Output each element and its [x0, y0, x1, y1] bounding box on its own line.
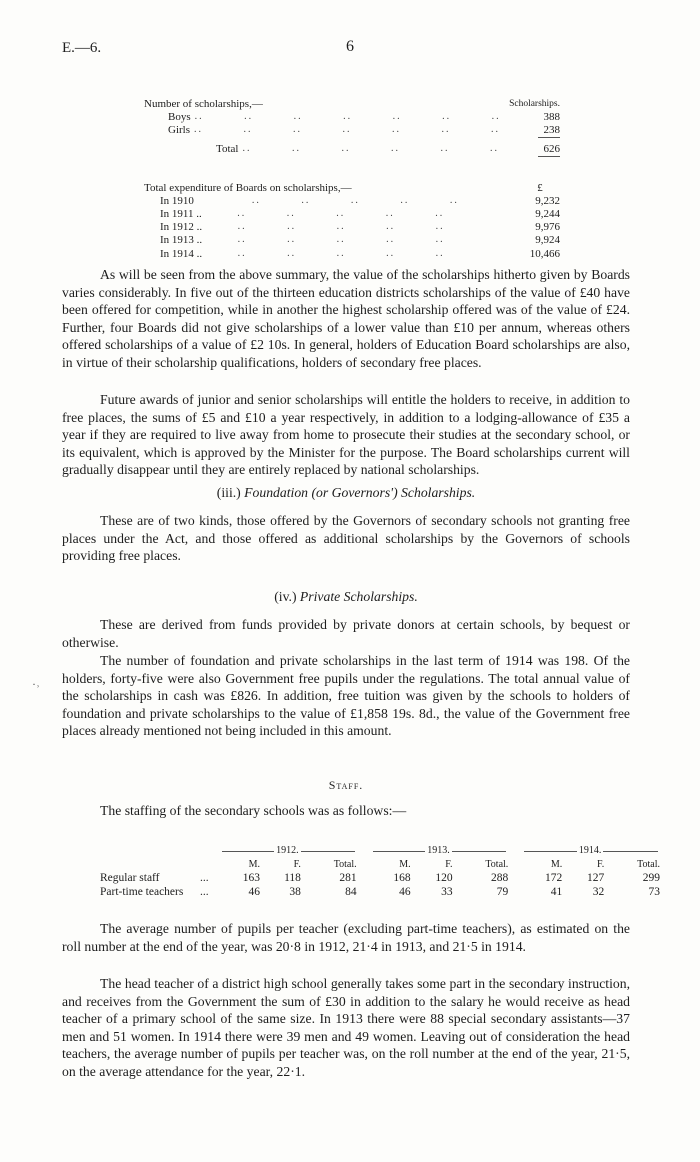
staff-table	[100, 843, 660, 899]
table-label: Number of scholarships,—	[144, 97, 263, 110]
paragraph-pupils-per-teacher: The average number of pupils per teacher (excluding part-time teachers), as estimated on the roll number at the end of the year, was 20·8 in 1912, 21·4 in 1913, and 21·5 in 1914.	[62, 921, 630, 954]
expenditure-table: Total expenditure of Boards on scholarships,— £ In 1910 .. .. .. .. .. 9,232 In 1911 .. .. .. .. .. .. 9,244 In 1912 .. .. .. .. .. .. 9,976 In 1913 .. .. .. .. .. .. 9,924 In 1914 .. .. .. .. .. .. 10,466	[144, 181, 560, 260]
row-value: 9,976	[535, 221, 560, 234]
column-header: M.	[248, 858, 260, 870]
table-row: Regular staff ... 163 118 281 168 120 288 172 127 299	[100, 872, 660, 884]
row-value: 388	[543, 110, 560, 123]
page-number: 6	[346, 38, 354, 55]
paragraph-foundation-private-count: The number of foundation and private scholarships in the last term of 1914 was 198. Of the holders, forty-five were also Government free pupils under the regulations. The total annual value of the scholarships in cash was £826. In addition, free tuition was given by the schools to holders of foundation and private scholarships to the value of £1,858 19s. 8d., the value of the Government free places already mentioned not being included in this amount.	[62, 653, 630, 739]
row-label: Girls	[168, 123, 190, 136]
row-label: In 1910	[160, 194, 194, 207]
row-value: 9,244	[535, 207, 560, 220]
paragraph-foundation: These are of two kinds, those offered by the Governors of secondary schools not granting free places under the Act, and those offered as additional scholarships by the Governors of schools providing free places.	[62, 513, 630, 564]
column-header: Total.	[333, 858, 357, 870]
total-value: 626	[543, 143, 560, 156]
row-label: In 1912 ..	[160, 221, 203, 234]
row-value: 238	[543, 123, 560, 136]
row-label: Part-time teachers	[100, 886, 184, 898]
row-label: In 1911 ..	[160, 207, 202, 220]
scholarship-count-table: Number of scholarships,— Scholarships. Boys .. .. .. .. .. .. .. 388 Girls .. .. .. .. .. .. .. 238 Total .. .. .. .. .. .. 626	[144, 97, 560, 156]
row-label: In 1913 ..	[160, 234, 203, 247]
column-header: Scholarships.	[509, 98, 560, 109]
heading-foundation-scholarships: (iii.) Foundation (or Governors') Scholarships.	[216, 485, 476, 500]
column-header: M.	[399, 858, 411, 870]
page-reference: E.—6.	[62, 40, 102, 56]
paragraph-district-high-schools: The head teacher of a district high school generally takes some part in the secondary instruction, and receives from the Government the sum of £30 in addition to the salary he would receive as head teacher of a primary school of the same size. In 1913 there were 88 special secondary assistants—37 men and 51 women. In 1914 there were 39 men and 49 women. Leaving out of consideration the head teachers, the average number of pupils per teacher was, on the roll number at the end of the year, 21·5, on the average attendance for the year, 22·1.	[62, 976, 630, 1079]
row-label: Boys	[168, 110, 191, 123]
year-header: 1912.	[218, 843, 357, 857]
year-header: 1913.	[369, 843, 509, 857]
heading-staff: Staff.	[328, 778, 364, 792]
row-value: 9,232	[535, 194, 560, 207]
column-header: F.	[596, 858, 605, 870]
table-label: Total expenditure of Boards on scholarships,—	[144, 181, 352, 194]
paragraph-private: These are derived from funds provided by private donors at certain schools, by bequest or otherwise.	[62, 617, 630, 650]
paragraph-staffing-intro: The staffing of the secondary schools was as follows:—	[100, 803, 407, 818]
column-header: M.	[550, 858, 563, 870]
heading-private-scholarships: (iv.) Private Scholarships.	[274, 589, 418, 604]
margin-mark: ·˒	[32, 677, 40, 691]
row-label: Regular staff	[100, 872, 160, 884]
year-header: 1914.	[520, 843, 660, 857]
column-header: F.	[293, 858, 301, 870]
paragraph-scholarship-values: As will be seen from the above summary, the value of the scholarships hitherto given by Boards varies considerably. In five out of the thirteen education districts scholarships of the value of £40 have been offered for competition, while in another the highest scholarship offered was of the value of £24. Further, four Boards did not give scholarships of a lower value than £10 per annum, whereas others offered scholarships of a value of £2 10s. In general, holders of Education Board scholarships are also, in virtue of their scholarship qualifications, holders of secondary free places.	[62, 267, 630, 370]
currency-unit: £	[537, 181, 543, 194]
total-label: Total	[216, 143, 239, 156]
column-header: Total.	[637, 858, 660, 870]
paragraph-future-awards: Future awards of junior and senior scholarships will entitle the holders to receive, in addition to free places, the sums of £5 and £10 a year respectively, in addition to a lodging-allowance of £35 a year if they are required to live away from home to prosecute their studies at the secondary school, or its equivalent, which is approved by the Minister for the purpose. The Board scholarships current will gradually disappear until they are entirely replaced by national scholarships.	[62, 392, 630, 478]
row-value: 9,924	[535, 234, 560, 247]
column-header: Total.	[485, 858, 509, 870]
row-label: In 1914 ..	[160, 247, 203, 260]
table-row: Part-time teachers ... 46 38 84 46 33 79 41 32 73	[100, 886, 660, 898]
row-value: 10,466	[529, 247, 560, 260]
column-header: F.	[445, 858, 453, 870]
